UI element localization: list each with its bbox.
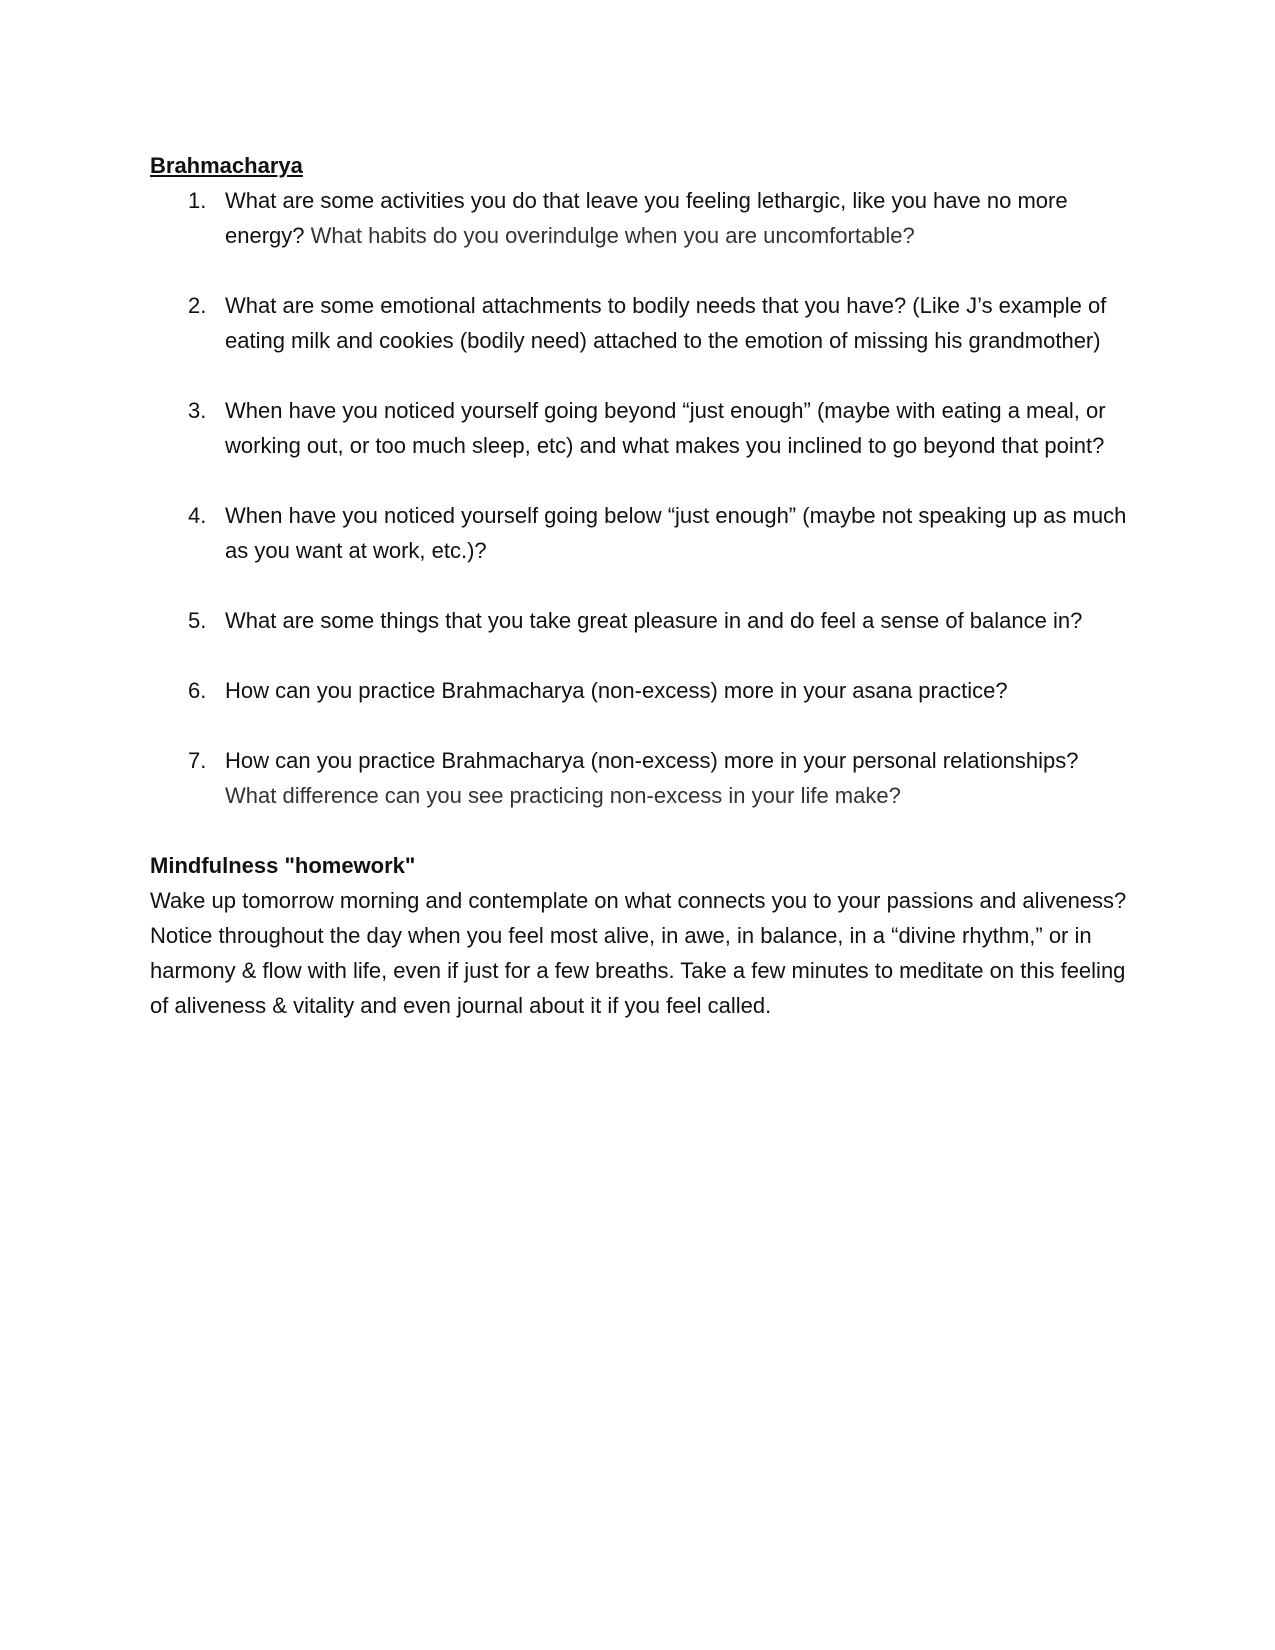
item-text: When have you noticed yourself going beyond “just enough” (maybe with eating a meal, or working out, or too much sleep, etc) and what makes you inclined to go beyond that point? <box>225 398 1106 458</box>
item-number: 4. <box>188 503 207 528</box>
item-number: 2. <box>188 293 207 318</box>
list-item <box>150 673 1130 708</box>
item-number: 1. <box>188 188 207 213</box>
list-item <box>150 393 1130 463</box>
list-item <box>150 743 1130 813</box>
item-extra-text: What difference can you see practicing non-excess in your life make? <box>225 783 901 808</box>
item-text: What are some things that you take great pleasure in and do feel a sense of balance in? <box>225 608 1083 633</box>
item-text: How can you practice Brahmacharya (non-excess) more in your asana practice? <box>225 678 1008 703</box>
item-text: How can you practice Brahmacharya (non-excess) more in your personal relationships? <box>225 748 1079 773</box>
item-extra-text: What habits do you overindulge when you are uncomfortable? <box>304 223 915 248</box>
section-title: Brahmacharya <box>150 153 303 178</box>
list-item <box>150 288 1130 358</box>
item-number: 3. <box>188 398 207 423</box>
item-text: When have you noticed yourself going below “just enough” (maybe not speaking up as much as you want at work, etc.)? <box>225 503 1127 563</box>
question-list <box>150 183 1130 813</box>
homework-body: Wake up tomorrow morning and contemplate on what connects you to your passions and aliveness? Notice throughout the day when you feel most alive, in awe, in balance, in a “divine rhythm,” or in harmony & flow with life, even if just for a few breaths. Take a few minutes to meditate on this feeling of aliveness & vitality and even journal about it if you feel called. <box>150 888 1127 1018</box>
list-item <box>150 183 1130 253</box>
homework-title: Mindfulness "homework" <box>150 853 416 878</box>
item-number: 6. <box>188 678 207 703</box>
item-text: What are some emotional attachments to bodily needs that you have? (Like J’s example of eating milk and cookies (bodily need) attached to the emotion of missing his grandmother) <box>225 293 1107 353</box>
list-item <box>150 603 1130 638</box>
document-page <box>150 148 1130 1023</box>
list-item <box>150 498 1130 568</box>
item-number: 5. <box>188 608 207 633</box>
item-text: What are some activities you do that leave you feeling lethargic, like you have no more energy? <box>225 188 1068 248</box>
item-number: 7. <box>188 748 207 773</box>
